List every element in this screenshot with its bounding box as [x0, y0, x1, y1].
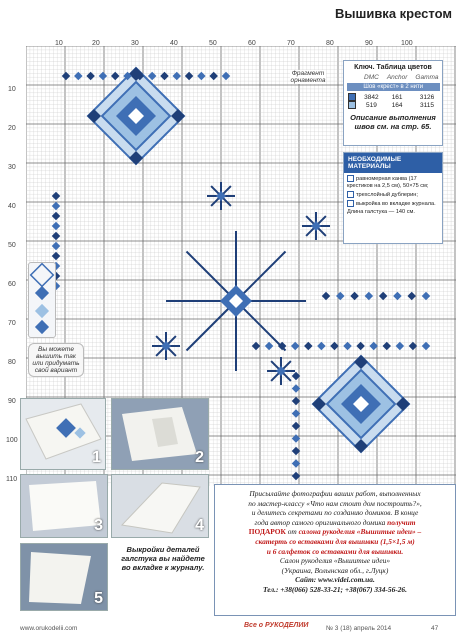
ruler-label: 80 — [326, 40, 334, 47]
ruler-label: 60 — [248, 40, 256, 47]
info-highlight: получит — [387, 517, 416, 527]
ruler-label: 50 — [8, 242, 16, 249]
info-line: и 6 салфеток со вставками для вышивки. — [266, 546, 404, 556]
ruler-label: 110 — [6, 476, 18, 483]
step-photo — [111, 474, 209, 538]
key-col-anchor: Anchor — [386, 74, 408, 81]
ruler-label: 100 — [6, 437, 18, 444]
photo-number: 4 — [195, 517, 204, 534]
photo-number: 2 — [195, 449, 204, 466]
photo-number: 3 — [94, 517, 103, 534]
key-dmc: 3842 — [364, 93, 379, 101]
materials-item — [347, 209, 439, 216]
materials-title: НЕОБХОДИМЫЕ МАТЕРИАЛЫ — [344, 153, 442, 173]
key-row — [344, 101, 443, 109]
materials-panel — [343, 152, 443, 244]
key-anchor: 161 — [391, 93, 403, 101]
footer-url: www.orukodelii.com — [20, 625, 78, 632]
materials-item-text: равномерная канва (17 крестиков на 2,5 см), 50×75 см; — [347, 175, 429, 189]
materials-item-text: трехслойный дублерин; — [356, 191, 418, 198]
ruler-label: 60 — [8, 281, 16, 288]
info-text: года автор самого оригинального домика — [254, 517, 388, 527]
side-note: Вы можете вышить так или придумать свой вариант — [28, 343, 84, 377]
info-text: от — [285, 527, 299, 537]
materials-item — [347, 175, 439, 190]
photo-number: 5 — [94, 590, 103, 607]
info-line: Салон рукоделия «Вышитые идеи» — [279, 556, 391, 566]
page-footer — [0, 622, 460, 636]
info-line: скатерть со вставками для вышивки (1,5×1,5 м) — [255, 536, 415, 546]
key-col-empty — [344, 74, 360, 81]
key-col-dmc: DMC — [364, 74, 379, 81]
ruler-label: 10 — [55, 40, 63, 47]
materials-item — [347, 200, 439, 208]
key-row — [344, 93, 443, 101]
color-key-panel — [343, 60, 443, 146]
info-line: по мастер-классу «Что нам стоит дом построить?», — [248, 498, 422, 508]
ruler-label: 80 — [8, 359, 16, 366]
magazine-logo: Все о РУКОДЕЛИИ — [244, 622, 309, 629]
materials-item-text: Длина галстука — 140 см. — [347, 208, 415, 215]
key-subheader: Шов «крест» в 2 нити — [347, 83, 440, 91]
photo-number: 1 — [92, 449, 101, 466]
key-header-row — [344, 74, 443, 81]
ruler-label: 30 — [8, 164, 16, 171]
checkbox-icon — [347, 175, 354, 182]
ruler-label: 70 — [8, 320, 16, 327]
ruler-label: 20 — [92, 40, 100, 47]
info-line: Тел.: +38(066) 528-33-21; +38(067) 334-56-26. — [263, 584, 407, 594]
page-title: Вышивка крестом — [335, 6, 452, 21]
checkbox-icon — [347, 191, 354, 198]
pattern-note: Выкройки деталей галстука вы найдете во вкладке к журналу. — [121, 545, 205, 572]
page-number: 47 — [431, 625, 439, 632]
color-key-table — [344, 74, 443, 109]
checkbox-icon — [347, 200, 354, 207]
key-note: Описание выполнения швов см. на стр. 65. — [350, 113, 436, 131]
materials-item — [347, 191, 439, 199]
ruler-label: 10 — [8, 86, 16, 93]
info-line: Присылайте фотографии ваших работ, выполненных — [249, 489, 421, 498]
info-highlight: ПОДАРОК — [248, 527, 286, 537]
ruler-label: 30 — [131, 40, 139, 47]
fragment-label: Фрагмент орнамента — [290, 70, 326, 84]
materials-item-text: выкройка во вкладке журнала. — [356, 200, 436, 207]
ruler-label: 20 — [8, 125, 16, 132]
photo-art — [112, 475, 208, 537]
step-photo — [20, 474, 108, 538]
color-swatch — [348, 101, 356, 109]
tie-preview-art — [29, 263, 55, 337]
footer-issue: № 3 (18) апрель 2014 — [326, 625, 392, 632]
ruler-label: 90 — [365, 40, 373, 47]
info-line: и делитесь секретами по созданию домиков. В конце — [251, 508, 419, 518]
contest-info-box — [214, 484, 456, 616]
step-photo — [20, 543, 108, 611]
key-gamma: 3115 — [419, 101, 434, 109]
color-swatch — [348, 93, 356, 101]
materials-list — [344, 175, 442, 216]
ruler-label: 50 — [209, 40, 217, 47]
tie-preview-image — [28, 262, 56, 338]
key-col-gamma: Gamma — [415, 74, 439, 81]
step-photo — [20, 398, 106, 470]
ruler-label: 100 — [401, 40, 413, 47]
info-highlight: салона рукоделия «Вышитые идеи» – — [298, 527, 422, 537]
info-line — [215, 518, 455, 528]
ruler-label: 90 — [8, 398, 16, 405]
key-gamma: 3126 — [419, 93, 435, 101]
ruler-label: 40 — [170, 40, 178, 47]
info-line: Сайт: www.videi.com.ua. — [295, 575, 375, 585]
info-line: (Украина, Волынская обл., г.Луцк) — [281, 565, 389, 575]
key-subheader-row — [344, 81, 443, 93]
ruler-label: 70 — [287, 40, 295, 47]
key-title: Ключ. Таблица цветов — [354, 64, 432, 71]
key-anchor: 164 — [391, 101, 403, 109]
info-line — [215, 527, 455, 537]
photo-art — [112, 399, 208, 469]
key-dmc: 519 — [365, 101, 377, 109]
ruler-label: 40 — [8, 203, 16, 210]
step-photo — [111, 398, 209, 470]
